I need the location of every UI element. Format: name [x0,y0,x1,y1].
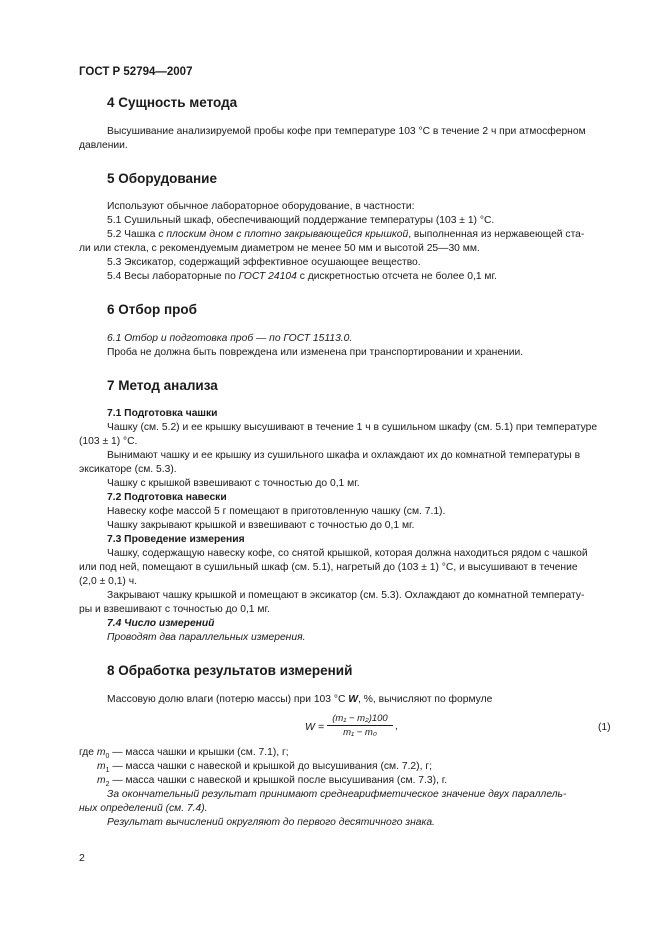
s8-rounding-text: Результат вычислений округляют до первого десятичного знака. [107,817,435,828]
s7-text: Вынимают чашку и ее крышку из сушильного шкафа и охлаждают их до комнатной температуры в [107,450,581,461]
page-number: 2 [79,852,85,864]
subsection-7-3-heading: 7.3 Проведение измерения [107,534,245,545]
subsection-7-2-heading: 7.2 Подготовка навески [107,492,227,503]
s4-text: давлении. [79,140,128,151]
s7-text: Проводят два параллельных измерения. [107,632,306,643]
section-8-heading: 8 Обработка результатов измерений [107,663,353,678]
equation-number: (1) [598,722,611,733]
s5-item: 5.2 Чашка с плоским дном с плотно закрывающейся крышкой, выполненная из нержавеющей ста- [107,229,585,240]
s5-item: 5.4 Весы лабораторные по ГОСТ 24104 с дискретностью отсчета не более 0,1 мг. [107,271,497,282]
formula-numerator: (m₁ − m₂)100 [332,713,388,724]
where-m1: $m_1$ — масса чашки с навеской и крышкой до высушивания (см. 7.2), г; [97,761,432,775]
s5-item: 5.1 Сушильный шкаф, обеспечивающий поддержание температуры (103 ± 1) °С. [107,215,495,226]
standard-header: ГОСТ Р 52794—2007 [79,66,193,78]
s4-text: Высушивание анализируемой пробы кофе при температуре 103 °С в течение 2 ч при атмосферном [107,126,586,137]
s7-text: эксикаторе (см. 5.3). [79,464,177,475]
subsection-7-1-heading: 7.1 Подготовка чашки [107,408,218,419]
s7-text: Чашку закрывают крышкой и взвешивают с точностью до 0,1 мг. [107,520,415,531]
formula-lhs: W = [305,721,324,733]
section-7-heading: 7 Метод анализа [107,378,218,393]
s7-text: Чашку с крышкой взвешивают с точностью до 0,1 мг. [107,478,360,489]
s7-text: Чашку, содержащую навеску кофе, со снятой крышкой, которая должна находиться рядом с чашкой [107,548,588,559]
s7-text: Навеску кофе массой 5 г помещают в приготовленную чашку (см. 7.1). [107,506,446,517]
s8-result-text: За окончательный результат принимают среднеарифметическое значение двух параллель- [107,789,567,800]
formula-comma: , [395,721,398,732]
formula-fraction [327,713,393,738]
s7-text: Чашку (см. 5.2) и ее крышку высушивают в течение 1 ч в сушильном шкафу (см. 5.1) при температуре [107,422,598,433]
fraction-bar [327,725,393,726]
s5-item: ли или стекла, с рекомендуемым диаметром не менее 50 мм и высотой 25—30 мм. [79,243,480,254]
section-5-heading: 5 Оборудование [107,171,217,186]
s8-text: Массовую долю влаги (потерю массы) при 103 °С W, %, вычисляют по формуле [107,694,493,705]
where-m0: где $m_0$ — масса чашки и крышки (см. 7.1), г; [79,747,289,761]
s5-item: 5.3 Эксикатор, содержащий эффективное осушающее вещество. [107,257,421,268]
s6-text: 6.1 Отбор и подготовка проб — по ГОСТ 15113.0. [107,333,353,344]
section-4-heading: 4 Сущность метода [107,95,238,110]
s7-text: (103 ± 1) °С. [79,436,138,447]
s7-text: Закрывают чашку крышкой и помещают в эксикатор (см. 5.3). Охлаждают до комнатной температу- [107,590,585,601]
s7-text: ры и взвешивают с точностью до 0,1 мг. [79,604,270,615]
section-6-heading: 6 Отбор проб [107,302,197,317]
formula-denominator: m₁ − m₀ [343,727,377,738]
s5-text: Используют обычное лабораторное оборудование, в частности: [107,201,415,212]
s6-text: Проба не должна быть повреждена или изменена при транспортировании и хранении. [107,347,524,358]
s8-result-text: ных определений (см. 7.4). [79,803,208,814]
s7-text: или под ней, помещают в сушильный шкаф (см. 5.1), нагретый до (103 ± 1) °С, и высушивают в течение [79,562,578,573]
s7-text: (2,0 ± 0,1) ч. [79,576,137,587]
subsection-7-4-heading: 7.4 Число измерений [107,618,215,629]
where-m2: $m_2$ — масса чашки с навеской и крышкой после высушивания (см. 7.3), г. [97,775,448,789]
